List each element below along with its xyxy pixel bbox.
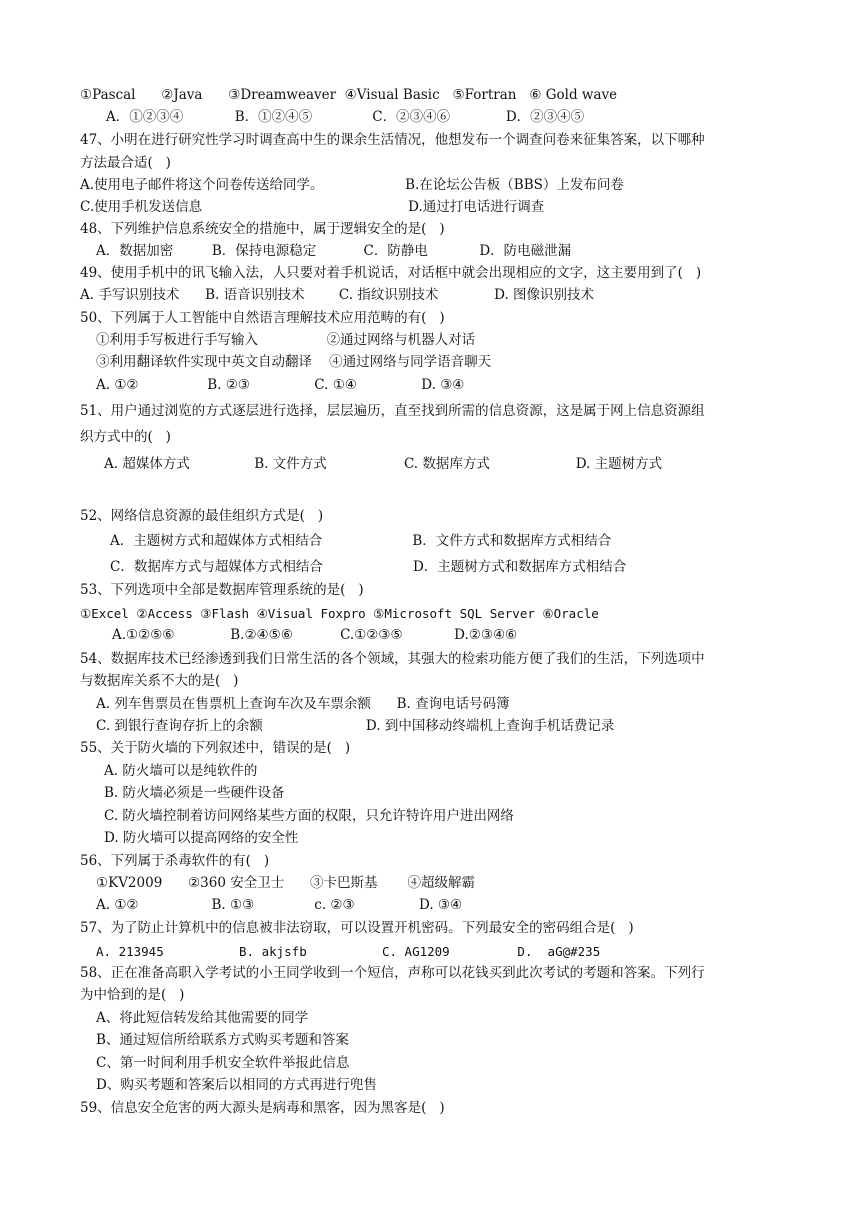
q51-stem-line1: 51、用户通过浏览的方式逐层进行选择，层层遍历，直至找到所需的信息资源，这是属于网上信息资源组 <box>80 403 705 419</box>
q47-options-cd: C.使用手机发送信息 D.通过打电话进行调查 <box>80 199 545 215</box>
q58-option-c: C、第一时间利用手机安全软件举报此信息 <box>96 1055 350 1071</box>
q55-stem: 55、关于防火墙的下列叙述中，错误的是( ) <box>80 740 351 756</box>
q58-stem-line2: 为中恰到的是( ) <box>80 987 185 1003</box>
q50-stem: 50、下列属于人工智能中自然语言理解技术应用范畴的有( ) <box>80 310 445 326</box>
q47-options-ab: A.使用电子邮件将这个问卷传送给同学。 B.在论坛公告板（BBS）上发布问卷 <box>80 177 624 193</box>
q50-items-12: ①利用手写板进行手写输入 ②通过网络与机器人对话 <box>96 332 476 348</box>
q52-options-cd: C．数据库方式与超媒体方式相结合 D．主题树方式和数据库方式相结合 <box>110 559 627 575</box>
q50-items-34: ③利用翻译软件实现中英文自动翻译 ④通过网络与同学语音聊天 <box>96 354 492 370</box>
q48-stem: 48、下列维护信息系统安全的措施中，属于逻辑安全的是( ) <box>80 221 445 237</box>
q55-option-b: B. 防火墙必须是一些硬件设备 <box>104 785 285 801</box>
q59-stem: 59、信息安全危害的两大源头是病毒和黑客，因为黑客是( ) <box>80 1100 445 1116</box>
q52-stem: 52、网络信息资源的最佳组织方式是( ) <box>80 508 324 524</box>
q57-stem: 57、为了防止计算机中的信息被非法窃取，可以设置开机密码。下列最安全的密码组合是( ) <box>80 920 634 936</box>
q57-options: A. 213945 B. akjsfb C. AG1209 D. aG@#235 <box>96 944 601 959</box>
q56-stem: 56、下列属于杀毒软件的有( ) <box>80 853 270 869</box>
q48-options: A．数据加密 B．保持电源稳定 C．防静电 D．防电磁泄漏 <box>96 243 572 259</box>
q51-options: A. 超媒体方式 B. 文件方式 C. 数据库方式 D. 主题树方式 <box>104 456 663 472</box>
q54-options-cd: C. 到银行查询存折上的余额 D. 到中国移动终端机上查询手机话费记录 <box>96 718 615 734</box>
q49-options: A. 手写识别技术 B. 语音识别技术 C. 指纹识别技术 D. 图像识别技术 <box>80 287 595 303</box>
q47-stem-line1: 47、小明在进行研究性学习时调查高中生的课余生活情况，他想发布一个调查问卷来征集答案，以下哪种 <box>80 132 705 148</box>
q58-stem-line1: 58、正在准备高职入学考试的小王同学收到一个短信，声称可以花钱买到此次考试的考题和答案。下列行 <box>80 965 705 981</box>
q52-options-ab: A．主题树方式和超媒体方式相结合 B．文件方式和数据库方式相结合 <box>110 533 612 549</box>
q47-stem-line2: 方法最合适( ) <box>80 155 171 171</box>
q54-stem-line2: 与数据库关系不大的是( ) <box>80 673 239 689</box>
q55-option-d: D. 防火墙可以提高网络的安全性 <box>104 830 299 846</box>
q58-option-d: D、购买考题和答案后以相同的方式再进行兜售 <box>96 1077 377 1093</box>
q58-option-a: A、将此短信转发给其他需要的同学 <box>96 1010 309 1026</box>
q54-stem-line1: 54、数据库技术已经渗透到我们日常生活的各个领域，其强大的检索功能方便了我们的生活，下列选项中 <box>80 651 705 667</box>
q51-stem-line2: 织方式中的( ) <box>80 429 171 445</box>
q53-options: A.①②⑤⑥ B.②④⑤⑥ C.①②③⑤ D.②③④⑥ <box>112 627 518 643</box>
q46-software-list: ①Pascal ②Java ③Dreamweaver ④Visual Basic ⑤Fortran ⑥ Gold wave <box>80 87 618 103</box>
q55-option-c: C. 防火墙控制着访问网络某些方面的权限，只允许特许用户进出网络 <box>104 808 514 824</box>
q54-options-ab: A. 列车售票员在售票机上查询车次及车票余额 B. 查询电话号码簿 <box>96 696 510 712</box>
q46-options: A．①②③④ B．①②④⑤ C．②③④⑥ D．②③④⑤ <box>106 109 585 125</box>
q50-options: A. ①② B. ②③ C. ①④ D. ③④ <box>96 377 465 393</box>
q49-stem: 49、使用手机中的讯飞输入法，人只要对着手机说话，对话框中就会出现相应的文字，这主要用到了( ) <box>80 265 702 281</box>
q58-option-b: B、通过短信所给联系方式购买考题和答案 <box>96 1032 349 1048</box>
q53-stem: 53、下列选项中全部是数据库管理系统的是( ) <box>80 582 364 598</box>
q55-option-a: A. 防火墙可以是纯软件的 <box>104 763 258 779</box>
q56-options: A. ①② B. ①③ c. ②③ D. ③④ <box>96 897 463 913</box>
q53-item-list: ①Excel ②Access ③Flash ④Visual Foxpro ⑤Microsoft SQL Server ⑥Oracle <box>80 606 599 621</box>
q56-items: ①KV2009 ②360 安全卫士 ③卡巴斯基 ④超级解霸 <box>96 875 475 891</box>
